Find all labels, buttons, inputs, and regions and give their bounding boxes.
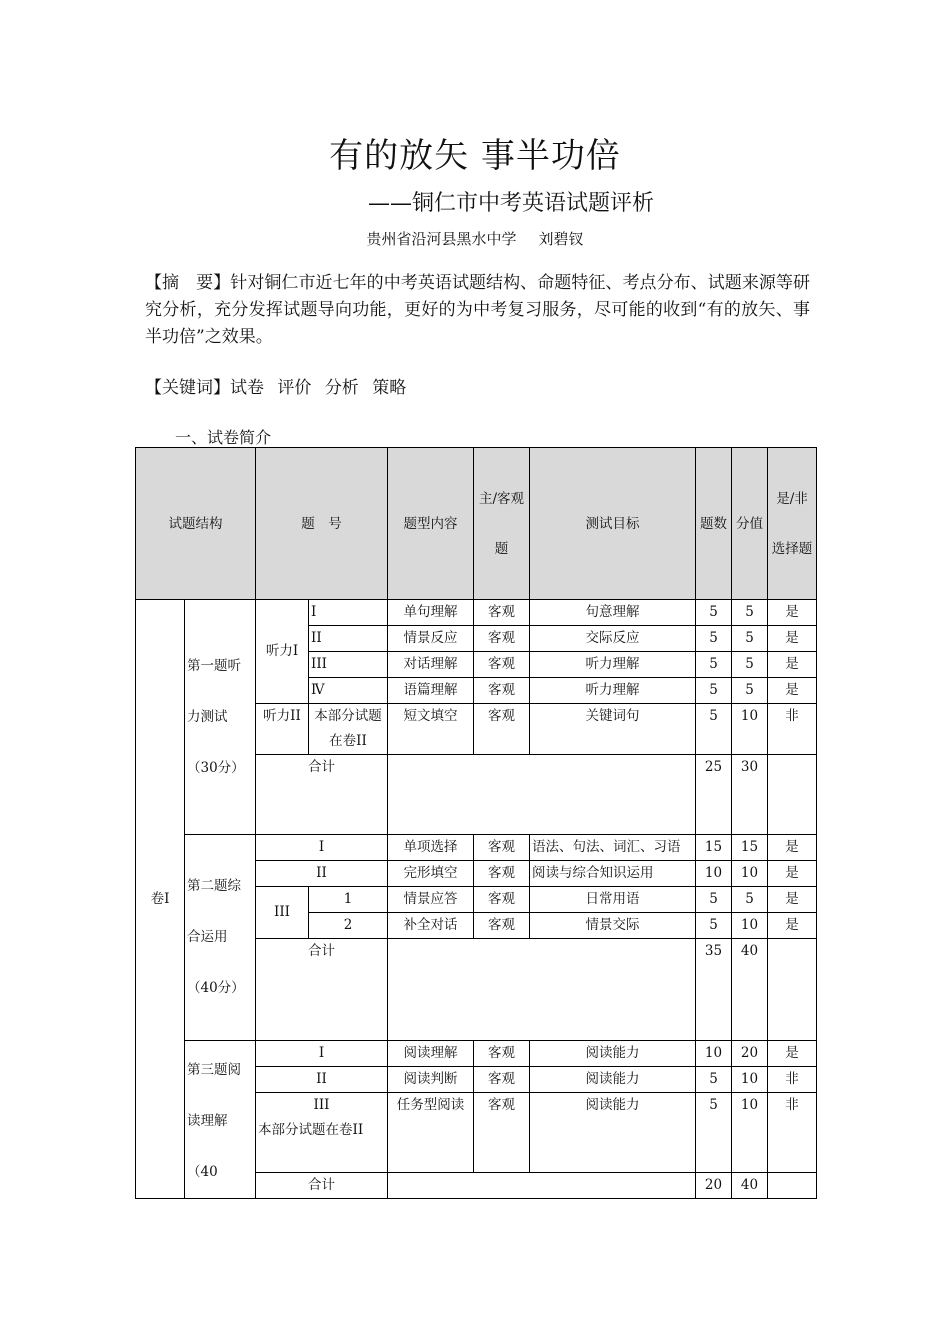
document-subtitle: ——铜仁市中考英语试题评析 xyxy=(368,191,655,216)
question-target: 日常用语 xyxy=(530,887,696,913)
question-type: 客观 xyxy=(474,704,530,755)
question-count: 5 xyxy=(696,626,732,652)
language-part3-label: III xyxy=(256,887,309,939)
question-target: 情景交际 xyxy=(530,913,696,939)
question-type: 客观 xyxy=(474,626,530,652)
question-content: 单句理解 xyxy=(388,600,474,626)
total-score: 40 xyxy=(732,939,768,1041)
listening-part1-label: 听力I xyxy=(256,600,309,704)
question-count: 5 xyxy=(696,600,732,626)
question-target: 听力理解 xyxy=(530,678,696,704)
question-content: 对话理解 xyxy=(388,652,474,678)
table-row xyxy=(136,1041,817,1067)
empty-cell xyxy=(388,939,696,1041)
question-number: II xyxy=(256,861,388,887)
author-school: 贵州省沿河县黑水中学 xyxy=(366,230,517,248)
question-number: II xyxy=(256,1067,388,1093)
question-content: 阅读理解 xyxy=(388,1041,474,1067)
question-score: 10 xyxy=(732,704,768,755)
question-target: 听力理解 xyxy=(530,652,696,678)
question-choice: 是 xyxy=(768,652,817,678)
question-type: 客观 xyxy=(474,1041,530,1067)
question-target: 阅读与综合知识运用 xyxy=(530,861,696,887)
question-content: 补全对话 xyxy=(388,913,474,939)
listening-part2-label: 听力II xyxy=(256,704,309,755)
question-number: I xyxy=(309,600,388,626)
empty-cell xyxy=(768,1173,817,1199)
keyword: 策略 xyxy=(372,378,407,398)
listening-part2-note: 本部分试题在卷II xyxy=(309,704,388,755)
question-score: 10 xyxy=(732,1067,768,1093)
question-target: 句意理解 xyxy=(530,600,696,626)
abstract-paragraph: 【摘 要】针对铜仁市近七年的中考英语试题结构、命题特征、考点分布、试题来源等研究分析，充分发挥试题导向功能，更好的为中考复习服务，尽可能的收到“有的放矢、事半功倍”之效果。 xyxy=(145,273,810,347)
section-reading-label: 第三题阅读理解（40 xyxy=(185,1041,256,1199)
question-type: 客观 xyxy=(474,887,530,913)
question-choice: 是 xyxy=(768,600,817,626)
total-label: 合计 xyxy=(256,755,388,835)
question-target: 交际反应 xyxy=(530,626,696,652)
author-name: 刘碧钗 xyxy=(538,230,584,248)
reading-part3-cell xyxy=(256,1093,388,1173)
keyword: 评价 xyxy=(277,378,312,398)
question-count: 15 xyxy=(696,835,732,861)
question-choice: 非 xyxy=(768,1093,817,1173)
section-language-label: 第二题综合运用（40分） xyxy=(185,835,256,1041)
author-line xyxy=(0,228,950,249)
question-number: III xyxy=(309,652,388,678)
question-count: 5 xyxy=(696,678,732,704)
question-choice: 是 xyxy=(768,887,817,913)
section-listening-label: 第一题听力测试（30分） xyxy=(185,600,256,835)
total-label: 合计 xyxy=(256,939,388,1041)
question-choice: 非 xyxy=(768,1067,817,1093)
empty-cell xyxy=(388,755,696,835)
question-type: 客观 xyxy=(474,861,530,887)
question-content: 阅读判断 xyxy=(388,1067,474,1093)
header-target: 测试目标 xyxy=(530,448,696,600)
keywords-label: 【关键词】 xyxy=(145,378,230,398)
question-count: 5 xyxy=(696,704,732,755)
question-choice: 是 xyxy=(768,1041,817,1067)
table-header-row xyxy=(136,448,817,600)
total-count: 35 xyxy=(696,939,732,1041)
section-heading: 一、试卷简介 xyxy=(175,428,272,447)
question-content: 语篇理解 xyxy=(388,678,474,704)
question-score: 15 xyxy=(732,835,768,861)
question-type: 客观 xyxy=(474,913,530,939)
header-content: 题型内容 xyxy=(388,448,474,600)
question-count: 10 xyxy=(696,861,732,887)
question-target: 阅读能力 xyxy=(530,1093,696,1173)
table-row xyxy=(136,600,817,626)
total-score: 30 xyxy=(732,755,768,835)
keywords-line xyxy=(145,373,406,398)
question-choice: 是 xyxy=(768,835,817,861)
question-count: 5 xyxy=(696,913,732,939)
question-type: 客观 xyxy=(474,652,530,678)
question-target: 阅读能力 xyxy=(530,1041,696,1067)
question-target: 阅读能力 xyxy=(530,1067,696,1093)
question-type: 客观 xyxy=(474,678,530,704)
keyword: 试卷 xyxy=(230,378,264,398)
question-content: 情景应答 xyxy=(388,887,474,913)
empty-cell xyxy=(388,1173,696,1199)
keyword: 分析 xyxy=(324,378,359,398)
question-choice: 是 xyxy=(768,913,817,939)
question-content: 任务型阅读 xyxy=(388,1093,474,1173)
header-choice: 是/非选择题 xyxy=(768,448,817,600)
question-type: 客观 xyxy=(474,1093,530,1173)
question-content: 情景反应 xyxy=(388,626,474,652)
question-content: 完形填空 xyxy=(388,861,474,887)
question-choice: 是 xyxy=(768,678,817,704)
question-score: 5 xyxy=(732,600,768,626)
header-structure: 试题结构 xyxy=(136,448,256,600)
question-count: 10 xyxy=(696,1041,732,1067)
document-title: 有的放矢 事半功倍 xyxy=(329,136,621,176)
question-score: 5 xyxy=(732,626,768,652)
juan-label: 卷I xyxy=(136,600,185,1199)
question-score: 10 xyxy=(732,861,768,887)
header-subjective: 主/客观题 xyxy=(474,448,530,600)
question-score: 10 xyxy=(732,1093,768,1173)
question-number: I xyxy=(256,835,388,861)
table-row xyxy=(136,835,817,861)
question-target: 关键词句 xyxy=(530,704,696,755)
header-score: 分值 xyxy=(732,448,768,600)
question-score: 10 xyxy=(732,913,768,939)
header-number: 题 号 xyxy=(256,448,388,600)
question-content: 短文填空 xyxy=(388,704,474,755)
question-type: 客观 xyxy=(474,835,530,861)
question-number: III xyxy=(313,1097,330,1113)
reading-part3-note: 本部分试题在卷II xyxy=(258,1122,364,1138)
empty-cell xyxy=(768,939,817,1041)
question-score: 5 xyxy=(732,678,768,704)
question-number: 1 xyxy=(309,887,388,913)
question-count: 5 xyxy=(696,887,732,913)
question-count: 5 xyxy=(696,652,732,678)
question-content: 单项选择 xyxy=(388,835,474,861)
question-number: I xyxy=(256,1041,388,1067)
empty-cell xyxy=(768,755,817,835)
question-score: 5 xyxy=(732,652,768,678)
question-number: II xyxy=(309,626,388,652)
question-choice: 是 xyxy=(768,861,817,887)
question-type: 客观 xyxy=(474,600,530,626)
total-label: 合计 xyxy=(256,1173,388,1199)
question-choice: 是 xyxy=(768,626,817,652)
question-score: 5 xyxy=(732,887,768,913)
question-number: 2 xyxy=(309,913,388,939)
question-score: 20 xyxy=(732,1041,768,1067)
question-count: 5 xyxy=(696,1093,732,1173)
question-choice: 非 xyxy=(768,704,817,755)
total-count: 20 xyxy=(696,1173,732,1199)
total-count: 25 xyxy=(696,755,732,835)
header-count: 题数 xyxy=(696,448,732,600)
question-target: 语法、句法、词汇、习语 xyxy=(530,835,696,861)
exam-structure-table xyxy=(135,447,817,1199)
question-count: 5 xyxy=(696,1067,732,1093)
question-number: Ⅳ xyxy=(309,678,388,704)
question-type: 客观 xyxy=(474,1067,530,1093)
total-score: 40 xyxy=(732,1173,768,1199)
